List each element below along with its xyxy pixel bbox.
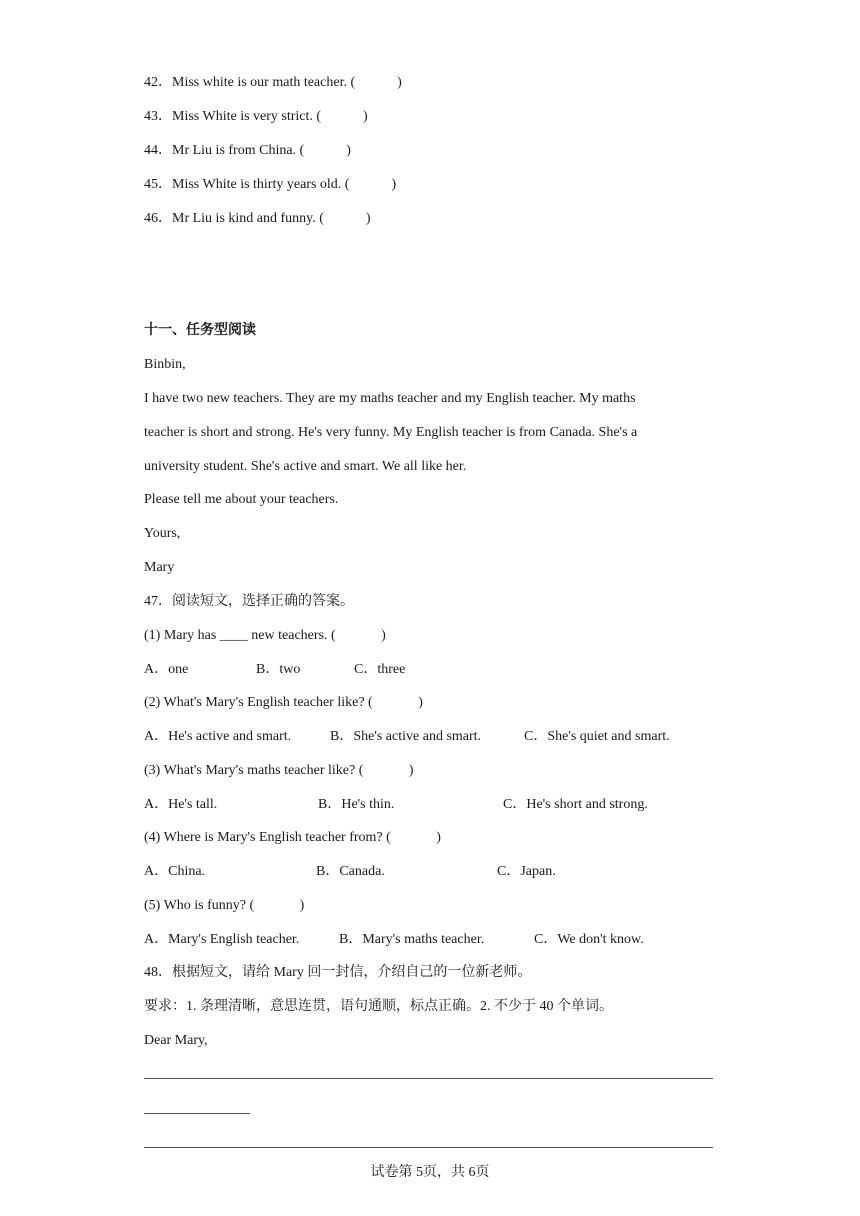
q47-sub2-option-c: C．She's quiet and smart. — [524, 729, 670, 744]
judge-item-42: 42．Miss white is our math teacher. ( ) — [144, 75, 402, 90]
judge-item-44: 44．Mr Liu is from China. ( ) — [144, 143, 351, 158]
q47-sub3-stem: (3) What's Mary's maths teacher like? ( ) — [144, 763, 414, 778]
q48-requirement: 要求：1. 条理清晰，意思连贯，语句通顺，标点正确。2. 不少于 40 个单词。 — [144, 999, 613, 1014]
judge-item-45: 45．Miss White is thirty years old. ( ) — [144, 177, 397, 192]
q47-sub4-option-a: A．China. — [144, 864, 206, 879]
judge-item-46: 46．Mr Liu is kind and funny. ( ) — [144, 211, 371, 226]
letter-body-line-3: university student. She's active and smart. We all like her. — [144, 459, 467, 474]
q47-sub2-option-a: A．He's active and smart. — [144, 729, 292, 744]
q48-salutation: Dear Mary, — [144, 1033, 208, 1048]
q47-sub1-stem: (1) Mary has ____ new teachers. ( ) — [144, 628, 386, 643]
q47-sub4-stem: (4) Where is Mary's English teacher from? ( ) — [144, 830, 441, 845]
letter-body-line-1: I have two new teachers. They are my maths teacher and my English teacher. My maths — [144, 391, 636, 406]
letter-body-line-2: teacher is short and strong. He's very funny. My English teacher is from Canada. She's a — [144, 425, 638, 440]
answer-line-3[interactable] — [144, 1147, 713, 1148]
q47-sub5-option-b: B．Mary's maths teacher. — [339, 932, 485, 947]
section-title: 十一、任务型阅读 — [144, 322, 256, 338]
q47-sub2-option-b: B．She's active and smart. — [330, 729, 482, 744]
letter-request: Please tell me about your teachers. — [144, 492, 339, 507]
q48-instruction: 48．根据短文，请给 Mary 回一封信，介绍自己的一位新老师。 — [144, 965, 532, 980]
q47-sub1-option-b: B．two — [256, 662, 301, 677]
letter-greeting: Binbin, — [144, 357, 186, 372]
q47-instruction: 47．阅读短文，选择正确的答案。 — [144, 594, 354, 609]
q47-sub4-option-b: B．Canada. — [316, 864, 385, 879]
answer-line-2[interactable] — [144, 1113, 250, 1114]
q47-sub1-option-a: A．one — [144, 662, 189, 677]
q47-sub5-option-c: C．We don't know. — [534, 932, 644, 947]
judge-item-43: 43．Miss White is very strict. ( ) — [144, 109, 368, 124]
q47-sub3-option-c: C．He's short and strong. — [503, 797, 648, 812]
q47-sub5-stem: (5) Who is funny? ( ) — [144, 898, 305, 913]
q47-sub3-option-b: B．He's thin. — [318, 797, 395, 812]
answer-line-1[interactable] — [144, 1078, 713, 1079]
q47-sub5-option-a: A．Mary's English teacher. — [144, 932, 300, 947]
letter-signature: Mary — [144, 560, 175, 575]
letter-closing: Yours, — [144, 526, 181, 541]
q47-sub1-option-c: C．three — [354, 662, 406, 677]
q47-sub4-option-c: C．Japan. — [497, 864, 556, 879]
q47-sub2-stem: (2) What's Mary's English teacher like? ( ) — [144, 695, 423, 710]
q47-sub3-option-a: A．He's tall. — [144, 797, 218, 812]
page-footer: 试卷第 5页，共 6页 — [370, 1165, 490, 1180]
